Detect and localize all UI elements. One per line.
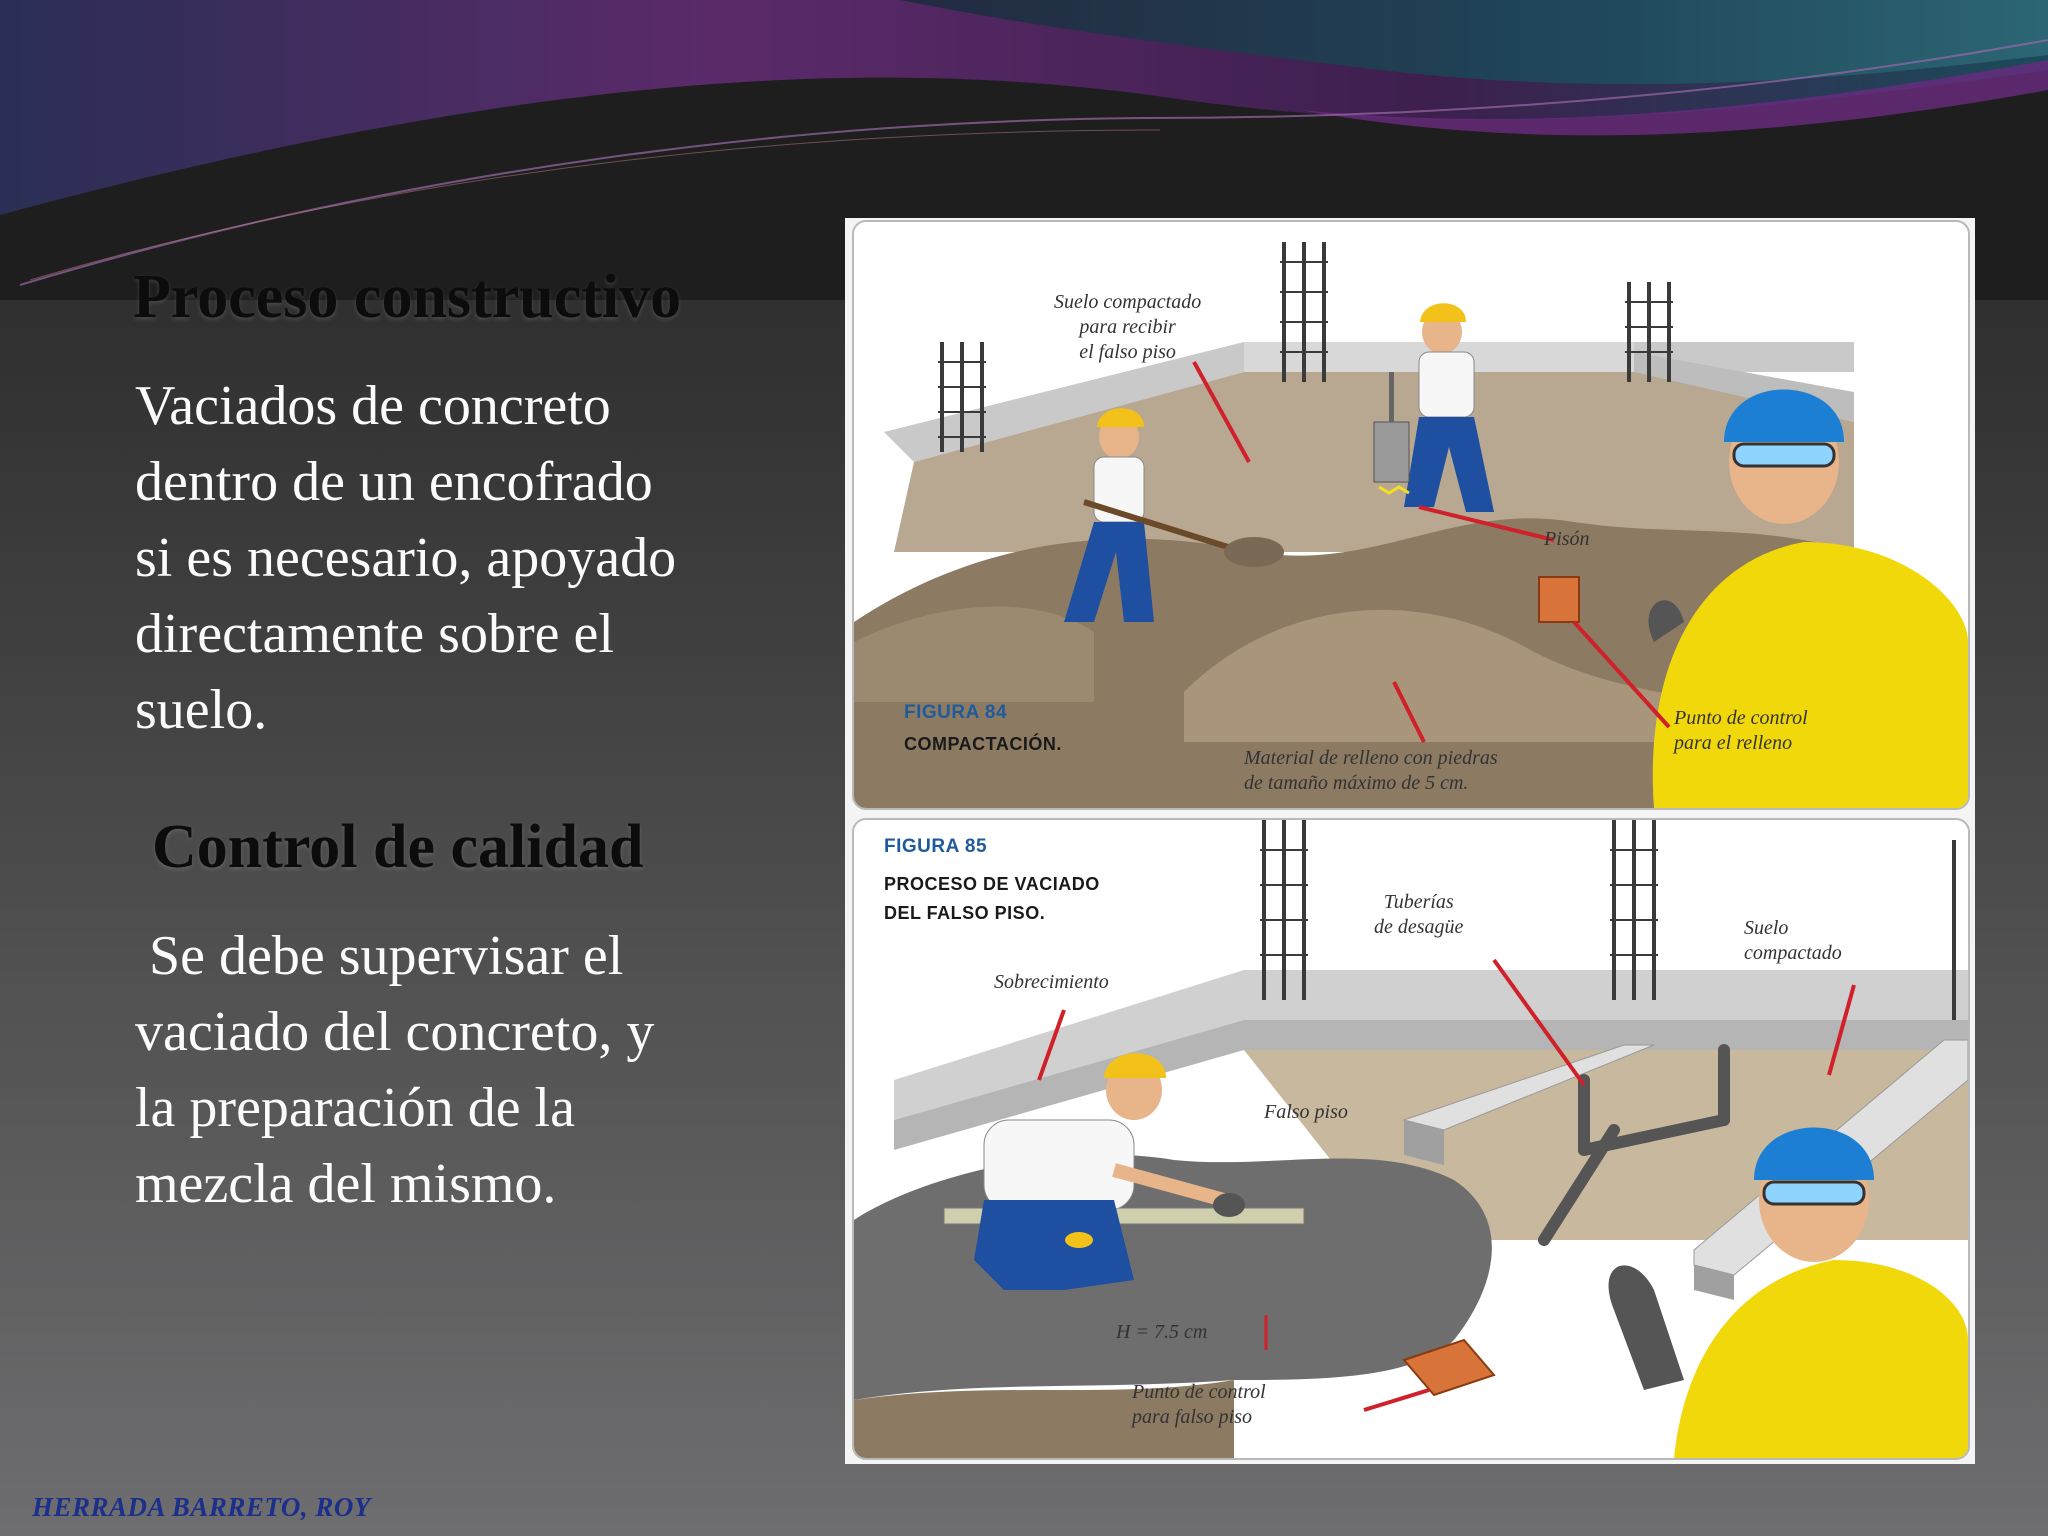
- text-line: si es necesario, apoyado: [135, 527, 677, 589]
- text-line: Se debe supervisar el: [135, 925, 624, 987]
- construction-illustration: [845, 218, 1975, 1464]
- body-text-proceso: [135, 368, 775, 748]
- callout-sobrecimiento: Sobrecimiento: [994, 971, 1109, 993]
- text-line: suelo.: [135, 679, 268, 741]
- text-line: vaciado del concreto, y: [135, 1001, 655, 1063]
- section-title-proceso: Proceso constructivo: [133, 263, 682, 331]
- callout-altura: H = 7.5 cm: [1116, 1321, 1208, 1343]
- body-text-control: [135, 918, 775, 1222]
- callout-pison: Pisón: [1544, 528, 1590, 550]
- callout-suelo-compactado: Suelo compactado: [1744, 917, 1842, 964]
- callout-tuberias-desague: Tuberías de desagüe: [1374, 891, 1464, 938]
- section-title-control: Control de calidad: [152, 813, 644, 881]
- figure-85-caption: PROCESO DE VACIADO DEL FALSO PISO.: [884, 874, 1100, 923]
- text-line: directamente sobre el: [135, 603, 614, 665]
- author-footer: HERRADA BARRETO, ROY: [32, 1492, 371, 1522]
- callout-punto-control-falso-piso: Punto de control para falso piso: [1132, 1381, 1266, 1428]
- figure-85-panel: [852, 818, 1970, 1460]
- figure-84-number: FIGURA 84: [904, 702, 1008, 723]
- text-line: la preparación de la: [135, 1077, 575, 1139]
- text-line: Vaciados de concreto: [135, 375, 611, 437]
- callout-falso-piso: Falso piso: [1264, 1101, 1348, 1123]
- text-line: mezcla del mismo.: [135, 1153, 557, 1215]
- figure-85-number: FIGURA 85: [884, 836, 988, 857]
- figure-84-panel: [852, 220, 1970, 810]
- callout-suelo-compactado: Suelo compactado para recibir el falso piso: [1054, 291, 1202, 363]
- callout-punto-control-relleno: Punto de control para el relleno: [1674, 707, 1808, 754]
- text-line: dentro de un encofrado: [135, 451, 653, 513]
- figure-84-caption: COMPACTACIÓN.: [904, 734, 1062, 754]
- callout-material-relleno: Material de relleno con piedras de tamaño máximo de 5 cm.: [1244, 747, 1498, 794]
